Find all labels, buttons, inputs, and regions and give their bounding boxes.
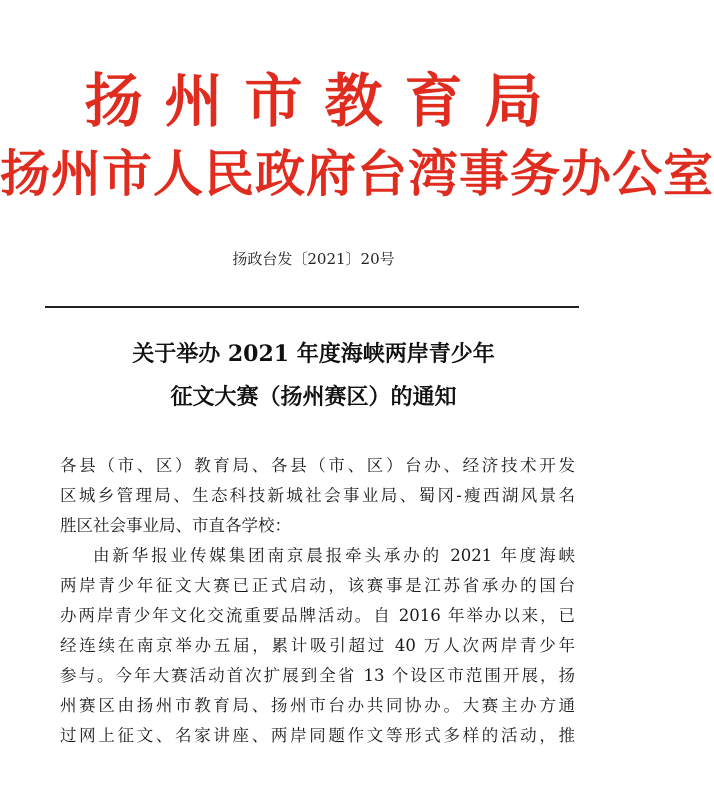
paragraph-line: 过网上征文、名家讲座、两岸同题作文等形式多样的活动，推	[60, 726, 575, 745]
salutation-line: 区城乡管理局、生态科技新城社会事业局、蜀冈-瘦西湖风景名	[60, 486, 575, 505]
document-number: 扬政台发〔2021〕20号	[232, 250, 395, 268]
subject-line-1: 关于举办 2021 年度海峡两岸青少年	[132, 341, 495, 367]
salutation	[60, 451, 575, 541]
issuing-org-line-2: 扬州市人民政府台湾事务办公室	[0, 144, 714, 203]
paragraph-line: 参与。今年大赛活动首次扩展到全省 13 个设区市范围开展，扬	[60, 666, 575, 685]
paragraph-line: 州赛区由扬州市教育局、扬州市台办共同协办。大赛主办方通	[60, 696, 575, 715]
body-paragraph	[60, 541, 575, 751]
header-divider	[45, 306, 579, 308]
paragraph-line: 两岸青少年征文大赛已正式启动，该赛事是江苏省承办的国台	[60, 576, 575, 595]
issuing-org-line-1: 扬州市教育局	[84, 67, 565, 135]
salutation-line: 各县（市、区）教育局、各县（市、区）台办、经济技术开发	[60, 456, 575, 475]
subject-line-2: 征文大赛（扬州赛区）的通知	[170, 384, 457, 410]
paragraph-line: 由新华报业传媒集团南京晨报牵头承办的 2021 年度海峡	[93, 546, 575, 565]
salutation-line: 胜区社会事业局、市直各学校：	[60, 516, 291, 535]
paragraph-line: 经连续在南京举办五届，累计吸引超过 40 万人次两岸青少年	[60, 636, 575, 655]
paragraph-line: 办两岸青少年文化交流重要品牌活动。自 2016 年举办以来，已	[60, 606, 575, 625]
